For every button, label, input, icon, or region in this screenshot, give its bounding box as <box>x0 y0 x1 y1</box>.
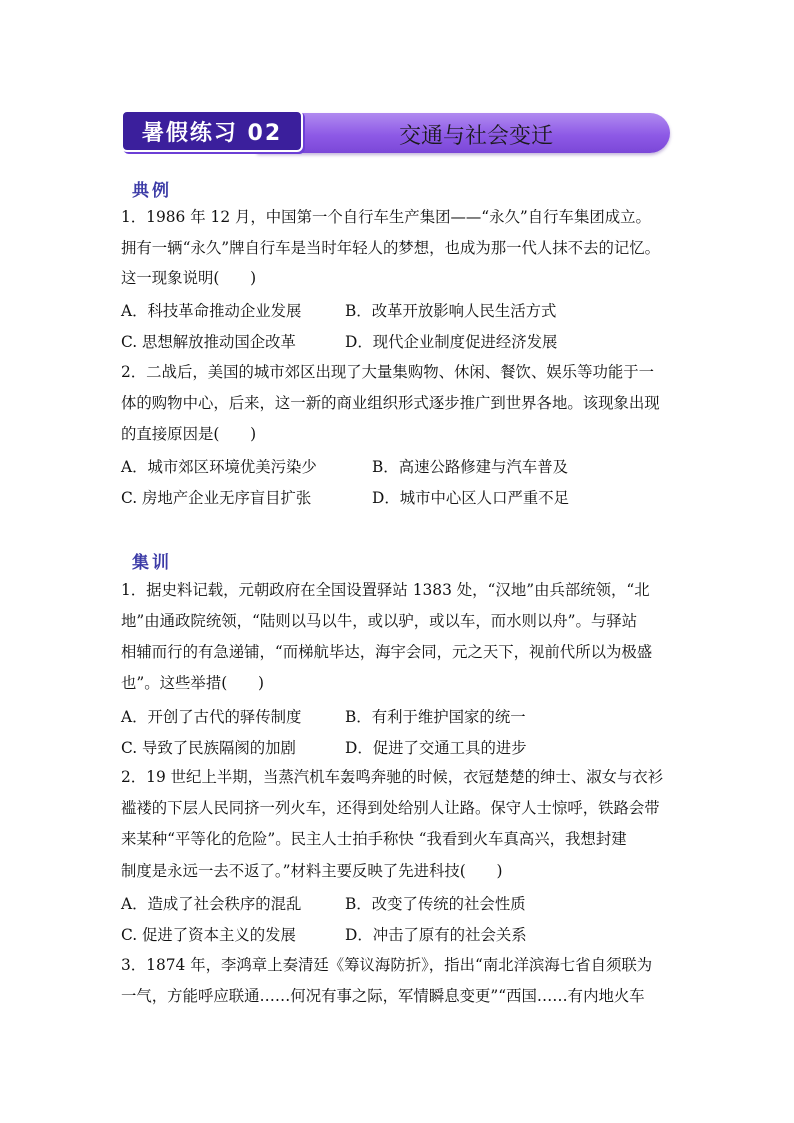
training-q2-option-b: B．改变了传统的社会性质 <box>345 895 526 913</box>
training-q1-option-c: C. 导致了民族隔阂的加剧 <box>121 739 296 757</box>
training-q2-option-d: D．冲击了原有的社会关系 <box>345 926 527 944</box>
example-q1-option-c: C. 思想解放推动国企改革 <box>121 333 296 351</box>
training-q1-line-1: 1．据史料记载，元朝政府在全国设置驿站 1383 处，“汉地”由兵部统领，“北 <box>121 581 650 599</box>
training-q2-option-c: C. 促进了资本主义的发展 <box>121 926 296 944</box>
training-q2-line-4: 制度是永远一去不返了。”材料主要反映了先进科技( ) <box>121 862 503 880</box>
training-q2-line-1: 2．19 世纪上半期，当蒸汽机车轰鸣奔驰的时候，衣冠楚楚的绅士、淑女与衣衫 <box>121 768 664 786</box>
section-head-training: 集训 <box>132 553 172 573</box>
training-q1-option-d: D．促进了交通工具的进步 <box>345 739 527 757</box>
page-title: 交通与社会变迁 <box>398 123 553 149</box>
training-q2-option-a: A．造成了社会秩序的混乱 <box>121 895 302 913</box>
example-q1-line-1: 1．1986 年 12 月，中国第一个自行车生产集团——“永久”自行车集团成立。 <box>121 208 651 226</box>
example-q2-line-1: 2．二战后，美国的城市郊区出现了大量集购物、休闲、餐饮、娱乐等功能于一 <box>121 363 655 381</box>
example-q2-option-b: B．高速公路修建与汽车普及 <box>372 458 568 476</box>
banner-tag-text: 暑假练习 02 <box>141 120 283 146</box>
section-head-example: 典例 <box>132 181 172 201</box>
example-q1-line-3: 这一现象说明( ) <box>121 269 257 287</box>
training-q1-option-a: A．开创了古代的驿传制度 <box>121 708 302 726</box>
training-q1-line-2: 地”由通政院统领，“陆则以马以牛，或以驴，或以车，而水则以舟”。与驿站 <box>121 612 638 630</box>
training-q1-line-3: 相辅而行的有急递铺，“而梯航毕达，海宇会同，元之天下，视前代所以为极盛 <box>121 643 653 661</box>
training-q3-line-1: 3．1874 年，李鸿章上奏清廷《筹议海防折》，指出“南北洋滨海七省自须联为 <box>121 956 653 974</box>
example-q1-option-b: B．改革开放影响人民生活方式 <box>345 302 557 320</box>
example-q1-option-a: A．科技革命推动企业发展 <box>121 302 302 320</box>
training-q3-line-2: 一气，方能呼应联通……何况有事之际，军情瞬息变更”“西国……有内地火车 <box>121 987 645 1005</box>
banner-tag <box>121 110 303 152</box>
title-banner <box>121 110 670 154</box>
training-q1-line-4: 也”。这些举措( ) <box>121 674 265 692</box>
training-q1-option-b: B．有利于维护国家的统一 <box>345 708 526 726</box>
training-q2-line-3: 来某种“平等化的危险”。民主人士拍手称快 “我看到火车真高兴，我想封建 <box>121 830 627 848</box>
training-q2-line-2: 褴褛的下层人民同挤一列火车，还得到处给别人让路。保守人士惊呼，铁路会带 <box>121 799 660 817</box>
example-q2-option-d: D．城市中心区人口严重不足 <box>372 489 570 507</box>
example-q2-option-a: A．城市郊区环境优美污染少 <box>121 458 317 476</box>
example-q1-option-d: D．现代企业制度促进经济发展 <box>345 333 558 351</box>
example-q2-line-3: 的直接原因是( ) <box>121 425 257 443</box>
example-q2-line-2: 体的购物中心，后来，这一新的商业组织形式逐步推广到世界各地。该现象出现 <box>121 394 660 412</box>
example-q1-line-2: 拥有一辆“永久”牌自行车是当时年轻人的梦想，也成为那一代人抹不去的记忆。 <box>121 239 661 257</box>
example-q2-option-c: C. 房地产企业无序盲目扩张 <box>121 489 312 507</box>
